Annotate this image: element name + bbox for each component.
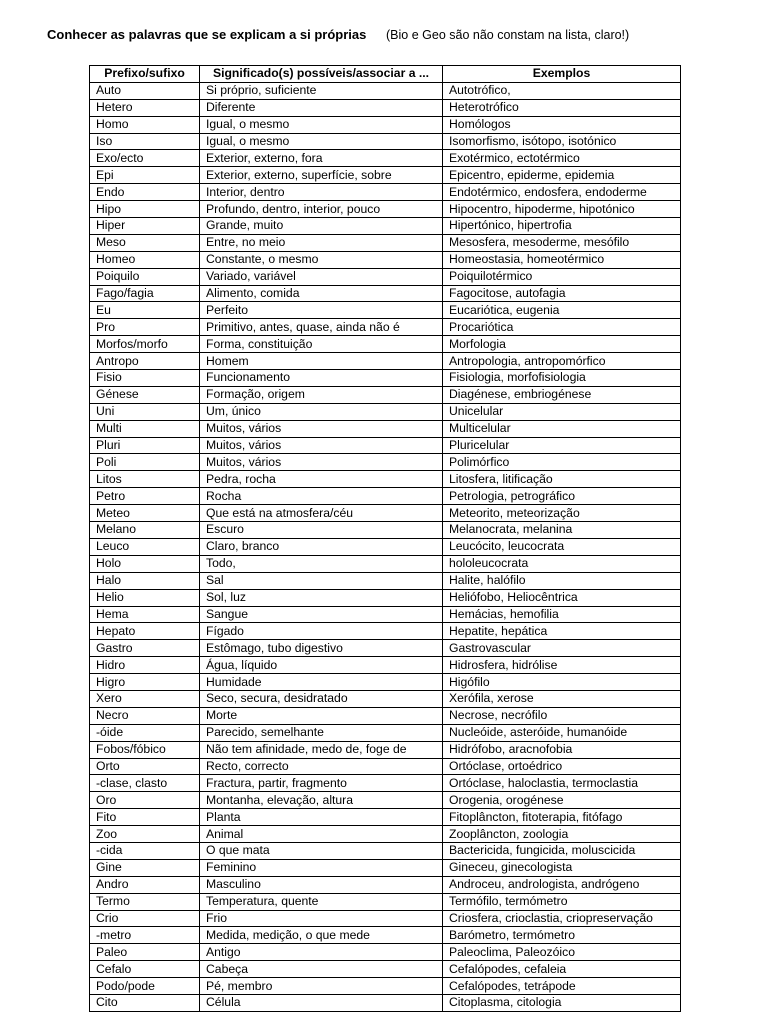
cell-examples: Mesosfera, mesoderme, mesófilo: [443, 234, 681, 251]
table-row: [90, 927, 681, 944]
table-row: [90, 674, 681, 691]
cell-examples: Autotrófico,: [443, 82, 681, 99]
cell-examples: Heterotrófico: [443, 99, 681, 116]
cell-meaning: Que está na atmosfera/céu: [200, 505, 443, 522]
cell-meaning: Sol, luz: [200, 589, 443, 606]
cell-examples: Cefalópodes, cefaleia: [443, 961, 681, 978]
cell-meaning: Parecido, semelhante: [200, 724, 443, 741]
table-row: [90, 505, 681, 522]
cell-examples: Zooplâncton, zoologia: [443, 826, 681, 843]
cell-examples: Polimórfico: [443, 454, 681, 471]
cell-examples: Meteorito, meteorização: [443, 505, 681, 522]
cell-meaning: Fractura, partir, fragmento: [200, 775, 443, 792]
cell-examples: Hipocentro, hipoderme, hipotónico: [443, 201, 681, 218]
table-row: [90, 724, 681, 741]
cell-prefix: Epi: [90, 167, 200, 184]
cell-prefix: Fisio: [90, 370, 200, 387]
cell-prefix: Petro: [90, 488, 200, 505]
cell-prefix: Xero: [90, 690, 200, 707]
table-row: [90, 994, 681, 1011]
cell-prefix: Crio: [90, 910, 200, 927]
page-note: (Bio e Geo são não constam na lista, claro!): [386, 28, 630, 42]
cell-prefix: Antropo: [90, 353, 200, 370]
cell-prefix: Hidro: [90, 657, 200, 674]
cell-examples: Cefalópodes, tetrápode: [443, 978, 681, 995]
cell-examples: Pluricelular: [443, 437, 681, 454]
cell-meaning: Entre, no meio: [200, 234, 443, 251]
cell-prefix: Pluri: [90, 437, 200, 454]
cell-examples: Antropologia, antropomórfico: [443, 353, 681, 370]
table-row: [90, 589, 681, 606]
table-row: [90, 420, 681, 437]
table-row: [90, 201, 681, 218]
cell-examples: Leucócito, leucocrata: [443, 538, 681, 555]
cell-examples: Eucariótica, eugenia: [443, 302, 681, 319]
cell-meaning: Morte: [200, 707, 443, 724]
cell-prefix: Meso: [90, 234, 200, 251]
cell-meaning: Exterior, externo, superfície, sobre: [200, 167, 443, 184]
cell-prefix: Auto: [90, 82, 200, 99]
cell-prefix: -óide: [90, 724, 200, 741]
table-row: [90, 285, 681, 302]
cell-meaning: Muitos, vários: [200, 454, 443, 471]
cell-examples: Fitoplâncton, fitoterapia, fitófago: [443, 809, 681, 826]
table-row: [90, 370, 681, 387]
cell-examples: Ortóclase, ortoédrico: [443, 758, 681, 775]
cell-examples: Homeostasia, homeotérmico: [443, 251, 681, 268]
cell-meaning: Escuro: [200, 522, 443, 539]
cell-prefix: Cito: [90, 994, 200, 1011]
table-row: [90, 386, 681, 403]
cell-meaning: Alimento, comida: [200, 285, 443, 302]
cell-meaning: Feminino: [200, 859, 443, 876]
cell-meaning: Frio: [200, 910, 443, 927]
cell-examples: Higófilo: [443, 674, 681, 691]
cell-examples: Unicelular: [443, 403, 681, 420]
cell-prefix: Fago/fagia: [90, 285, 200, 302]
table-row: [90, 893, 681, 910]
cell-examples: Hepatite, hepática: [443, 623, 681, 640]
cell-meaning: Variado, variável: [200, 268, 443, 285]
cell-examples: Heliófobo, Heliocêntrica: [443, 589, 681, 606]
cell-meaning: Água, líquido: [200, 657, 443, 674]
table-row: [90, 437, 681, 454]
cell-meaning: Pé, membro: [200, 978, 443, 995]
cell-meaning: Constante, o mesmo: [200, 251, 443, 268]
table-row: [90, 572, 681, 589]
cell-prefix: Paleo: [90, 944, 200, 961]
cell-meaning: Muitos, vários: [200, 420, 443, 437]
cell-prefix: Litos: [90, 471, 200, 488]
cell-prefix: Zoo: [90, 826, 200, 843]
table-row: [90, 403, 681, 420]
cell-prefix: -clase, clasto: [90, 775, 200, 792]
cell-meaning: Grande, muito: [200, 218, 443, 235]
column-header-examples: Exemplos: [443, 66, 681, 83]
cell-prefix: Meteo: [90, 505, 200, 522]
cell-prefix: Homo: [90, 116, 200, 133]
cell-examples: hololeucocrata: [443, 555, 681, 572]
cell-prefix: Higro: [90, 674, 200, 691]
cell-meaning: Homem: [200, 353, 443, 370]
cell-meaning: O que mata: [200, 842, 443, 859]
cell-prefix: -metro: [90, 927, 200, 944]
cell-prefix: Gastro: [90, 640, 200, 657]
cell-meaning: Planta: [200, 809, 443, 826]
cell-meaning: Animal: [200, 826, 443, 843]
table-row: [90, 792, 681, 809]
cell-examples: Gineceu, ginecologista: [443, 859, 681, 876]
cell-examples: Hidrosfera, hidrólise: [443, 657, 681, 674]
cell-meaning: Claro, branco: [200, 538, 443, 555]
cell-prefix: Multi: [90, 420, 200, 437]
cell-examples: Melanocrata, melanina: [443, 522, 681, 539]
cell-prefix: Fobos/fóbico: [90, 741, 200, 758]
table-row: [90, 353, 681, 370]
cell-meaning: Seco, secura, desidratado: [200, 690, 443, 707]
cell-meaning: Diferente: [200, 99, 443, 116]
cell-meaning: Sal: [200, 572, 443, 589]
cell-meaning: Exterior, externo, fora: [200, 150, 443, 167]
table-row: [90, 538, 681, 555]
cell-prefix: Hepato: [90, 623, 200, 640]
cell-meaning: Antigo: [200, 944, 443, 961]
cell-prefix: Endo: [90, 184, 200, 201]
cell-meaning: Masculino: [200, 876, 443, 893]
cell-meaning: Não tem afinidade, medo de, foge de: [200, 741, 443, 758]
cell-examples: Barómetro, termómetro: [443, 927, 681, 944]
cell-prefix: Leuco: [90, 538, 200, 555]
table-row: [90, 775, 681, 792]
cell-meaning: Montanha, elevação, altura: [200, 792, 443, 809]
cell-prefix: -cida: [90, 842, 200, 859]
table-row: [90, 336, 681, 353]
cell-meaning: Estômago, tubo digestivo: [200, 640, 443, 657]
prefix-table: [89, 65, 681, 1012]
table-row: [90, 184, 681, 201]
cell-examples: Morfologia: [443, 336, 681, 353]
cell-prefix: Hipo: [90, 201, 200, 218]
cell-examples: Fagocitose, autofagia: [443, 285, 681, 302]
table-row: [90, 606, 681, 623]
cell-examples: Litosfera, litificação: [443, 471, 681, 488]
table-row: [90, 522, 681, 539]
table-row: [90, 133, 681, 150]
table-row: [90, 944, 681, 961]
table-row: [90, 99, 681, 116]
table-row: [90, 471, 681, 488]
cell-prefix: Gine: [90, 859, 200, 876]
cell-prefix: Orto: [90, 758, 200, 775]
cell-meaning: Fígado: [200, 623, 443, 640]
cell-examples: Homólogos: [443, 116, 681, 133]
table-row: [90, 167, 681, 184]
cell-prefix: Homeo: [90, 251, 200, 268]
cell-meaning: Igual, o mesmo: [200, 133, 443, 150]
table-row: [90, 302, 681, 319]
cell-meaning: Perfeito: [200, 302, 443, 319]
cell-meaning: Temperatura, quente: [200, 893, 443, 910]
table-row: [90, 218, 681, 235]
cell-examples: Paleoclima, Paleozóico: [443, 944, 681, 961]
table-row: [90, 116, 681, 133]
cell-meaning: Profundo, dentro, interior, pouco: [200, 201, 443, 218]
cell-prefix: Andro: [90, 876, 200, 893]
cell-examples: Necrose, necrófilo: [443, 707, 681, 724]
table-row: [90, 623, 681, 640]
column-header-prefix: Prefixo/sufixo: [90, 66, 200, 83]
table-row: [90, 741, 681, 758]
table-row: [90, 251, 681, 268]
cell-meaning: Medida, medição, o que mede: [200, 927, 443, 944]
cell-prefix: Cefalo: [90, 961, 200, 978]
cell-examples: Hemácias, hemofilia: [443, 606, 681, 623]
table-row: [90, 150, 681, 167]
table-row: [90, 876, 681, 893]
cell-prefix: Hetero: [90, 99, 200, 116]
table-row: [90, 657, 681, 674]
cell-prefix: Eu: [90, 302, 200, 319]
cell-prefix: Oro: [90, 792, 200, 809]
cell-examples: Nucleóide, asteróide, humanóide: [443, 724, 681, 741]
cell-meaning: Pedra, rocha: [200, 471, 443, 488]
cell-examples: Termófilo, termómetro: [443, 893, 681, 910]
cell-meaning: Um, único: [200, 403, 443, 420]
page-title: Conhecer as palavras que se explicam a si próprias: [47, 27, 367, 42]
cell-prefix: Exo/ecto: [90, 150, 200, 167]
table-row: [90, 488, 681, 505]
cell-prefix: Holo: [90, 555, 200, 572]
cell-prefix: Morfos/morfo: [90, 336, 200, 353]
table-row: [90, 640, 681, 657]
cell-examples: Poiquilotérmico: [443, 268, 681, 285]
cell-prefix: Iso: [90, 133, 200, 150]
cell-meaning: Humidade: [200, 674, 443, 691]
cell-meaning: Formação, origem: [200, 386, 443, 403]
cell-prefix: Génese: [90, 386, 200, 403]
cell-meaning: Igual, o mesmo: [200, 116, 443, 133]
cell-prefix: Hiper: [90, 218, 200, 235]
cell-meaning: Todo,: [200, 555, 443, 572]
cell-prefix: Helio: [90, 589, 200, 606]
cell-examples: Criosfera, crioclastia, criopreservação: [443, 910, 681, 927]
cell-examples: Epicentro, epiderme, epidemia: [443, 167, 681, 184]
cell-examples: Orogenia, orogénese: [443, 792, 681, 809]
cell-examples: Multicelular: [443, 420, 681, 437]
cell-meaning: Cabeça: [200, 961, 443, 978]
table-row: [90, 319, 681, 336]
cell-examples: Gastrovascular: [443, 640, 681, 657]
cell-examples: Isomorfismo, isótopo, isotónico: [443, 133, 681, 150]
cell-prefix: Melano: [90, 522, 200, 539]
table-row: [90, 978, 681, 995]
table-header-row: [90, 66, 681, 83]
cell-meaning: Sangue: [200, 606, 443, 623]
cell-meaning: Muitos, vários: [200, 437, 443, 454]
cell-meaning: Funcionamento: [200, 370, 443, 387]
table-row: [90, 555, 681, 572]
cell-prefix: Fito: [90, 809, 200, 826]
table-row: [90, 707, 681, 724]
cell-prefix: Poli: [90, 454, 200, 471]
cell-examples: Hidrófobo, aracnofobia: [443, 741, 681, 758]
cell-examples: Ortóclase, haloclastia, termoclastia: [443, 775, 681, 792]
table-row: [90, 82, 681, 99]
cell-examples: Diagénese, embriogénese: [443, 386, 681, 403]
cell-examples: Androceu, andrologista, andrógeno: [443, 876, 681, 893]
cell-examples: Exotérmico, ectotérmico: [443, 150, 681, 167]
table-row: [90, 809, 681, 826]
table-body: [90, 82, 681, 1011]
cell-prefix: Uni: [90, 403, 200, 420]
cell-examples: Citoplasma, citologia: [443, 994, 681, 1011]
column-header-meaning: Significado(s) possíveis/associar a ...: [200, 66, 443, 83]
cell-prefix: Hema: [90, 606, 200, 623]
table-row: [90, 758, 681, 775]
cell-prefix: Podo/pode: [90, 978, 200, 995]
table-row: [90, 961, 681, 978]
cell-examples: Petrologia, petrográfico: [443, 488, 681, 505]
cell-meaning: Primitivo, antes, quase, ainda não é: [200, 319, 443, 336]
cell-meaning: Célula: [200, 994, 443, 1011]
cell-prefix: Halo: [90, 572, 200, 589]
cell-meaning: Recto, correcto: [200, 758, 443, 775]
table-row: [90, 842, 681, 859]
cell-prefix: Termo: [90, 893, 200, 910]
page-header: [47, 27, 747, 47]
cell-prefix: Pro: [90, 319, 200, 336]
table-row: [90, 268, 681, 285]
cell-examples: Hipertónico, hipertrofia: [443, 218, 681, 235]
cell-examples: Fisiologia, morfofisiologia: [443, 370, 681, 387]
cell-meaning: Forma, constituição: [200, 336, 443, 353]
cell-examples: Procariótica: [443, 319, 681, 336]
cell-examples: Bactericida, fungicida, moluscicida: [443, 842, 681, 859]
cell-meaning: Si próprio, suficiente: [200, 82, 443, 99]
cell-meaning: Rocha: [200, 488, 443, 505]
cell-examples: Endotérmico, endosfera, endoderme: [443, 184, 681, 201]
table-row: [90, 454, 681, 471]
table-row: [90, 826, 681, 843]
cell-examples: Xerófila, xerose: [443, 690, 681, 707]
cell-prefix: Necro: [90, 707, 200, 724]
table-row: [90, 690, 681, 707]
cell-prefix: Poiquilo: [90, 268, 200, 285]
cell-meaning: Interior, dentro: [200, 184, 443, 201]
table-row: [90, 910, 681, 927]
cell-examples: Halite, halófilo: [443, 572, 681, 589]
table-row: [90, 234, 681, 251]
table-row: [90, 859, 681, 876]
